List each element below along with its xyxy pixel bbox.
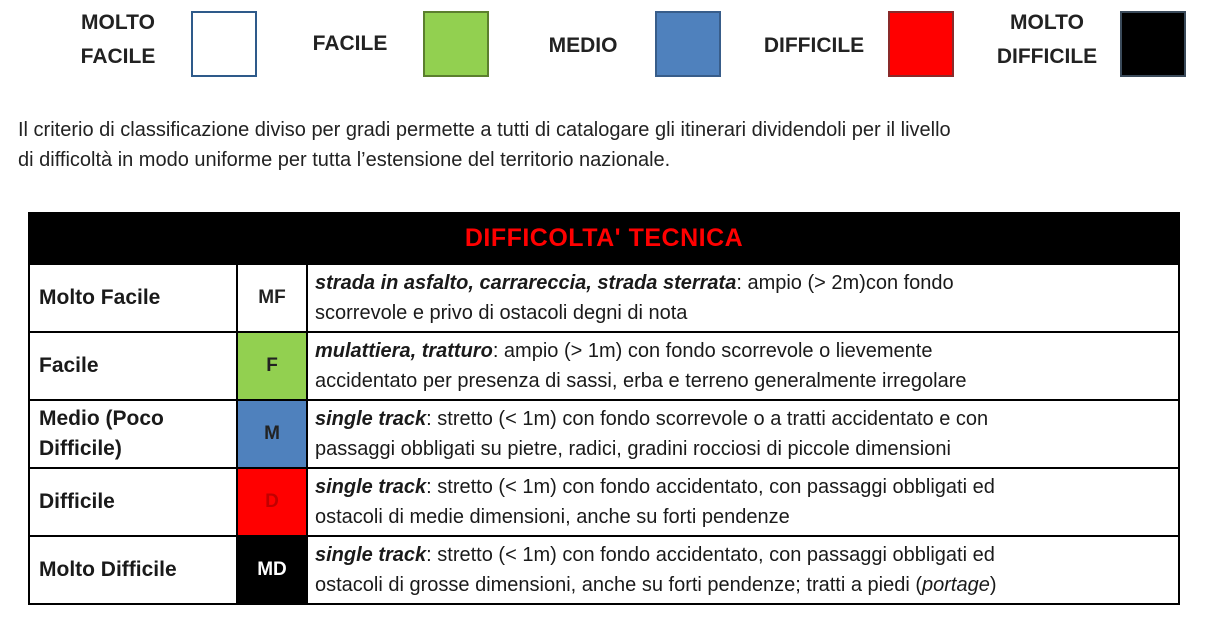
legend-swatch-molto-difficile	[1120, 11, 1186, 77]
level-name-text: Molto Facile	[39, 285, 161, 309]
level-code	[237, 332, 307, 400]
description-text: ostacoli di medie dimensioni, anche su forti pendenze	[315, 505, 790, 528]
description-text: ostacoli di grosse dimensioni, anche su forti pendenze; tratti a piedi (	[315, 573, 923, 596]
description-text: scorrevole e privo di ostacoli degni di nota	[315, 301, 688, 324]
legend-label-difficile	[752, 29, 876, 63]
description-text: : ampio (> 2m)con fondo	[736, 271, 954, 294]
terrain-type: single track	[315, 407, 427, 430]
level-description	[307, 536, 1179, 604]
legend-label-line: FACILE	[312, 32, 388, 55]
level-name-text: Difficile	[39, 489, 115, 513]
portage-term: portage	[922, 573, 990, 596]
level-description	[307, 332, 1179, 400]
level-code	[237, 536, 307, 604]
table-title: DIFFICOLTA' TECNICA	[29, 213, 1179, 264]
legend-label-line: MEDIO	[548, 34, 618, 57]
level-code-text: D	[265, 490, 279, 512]
intro-paragraph	[18, 115, 1198, 175]
table-row	[29, 264, 1179, 332]
legend-swatch-molto-facile	[191, 11, 257, 77]
intro-line: Il criterio di classificazione diviso per gradi permette a tutti di catalogare gli itinerari dividendoli per il livello	[18, 119, 951, 141]
description-text: accidentato per presenza di sassi, erba e terreno generalmente irregolare	[315, 369, 967, 392]
level-name	[29, 468, 237, 536]
difficulty-legend	[0, 0, 1210, 90]
level-code	[237, 468, 307, 536]
description-text: : stretto (< 1m) con fondo accidentato, con passaggi obbligati ed	[426, 475, 995, 498]
level-name-text: Medio (Poco	[39, 406, 164, 430]
level-description	[307, 264, 1179, 332]
level-name	[29, 400, 237, 468]
legend-label-line: DIFFICILE	[996, 45, 1098, 68]
intro-line: di difficoltà in modo uniforme per tutta l’estensione del territorio nazionale.	[18, 149, 671, 171]
legend-swatch-difficile	[888, 11, 954, 77]
level-description	[307, 400, 1179, 468]
legend-label-molto-facile	[62, 6, 174, 74]
level-code	[237, 400, 307, 468]
level-name	[29, 536, 237, 604]
table-row	[29, 536, 1179, 604]
legend-swatch-facile	[423, 11, 489, 77]
level-code-text: MD	[257, 558, 287, 580]
level-name-text: Facile	[39, 353, 99, 377]
legend-label-line: FACILE	[80, 45, 156, 68]
legend-label-molto-difficile	[986, 6, 1108, 74]
legend-label-facile	[300, 27, 400, 61]
legend-swatch-medio	[655, 11, 721, 77]
table-row	[29, 332, 1179, 400]
difficulty-table	[28, 212, 1180, 605]
terrain-type: single track	[315, 475, 427, 498]
level-name	[29, 264, 237, 332]
description-text: : ampio (> 1m) con fondo scorrevole o lievemente	[492, 339, 933, 362]
table-row	[29, 468, 1179, 536]
terrain-type: single track	[315, 543, 427, 566]
level-code-text: MF	[258, 286, 286, 308]
level-name-text: Difficile)	[39, 436, 122, 460]
legend-label-line: DIFFICILE	[763, 34, 865, 57]
legend-label-medio	[533, 29, 633, 63]
table-row	[29, 400, 1179, 468]
description-text: passaggi obbligati su pietre, radici, gradini rocciosi di piccole dimensioni	[315, 437, 951, 460]
level-name	[29, 332, 237, 400]
legend-label-line: MOLTO	[81, 11, 155, 34]
table-header-row	[29, 213, 1179, 264]
level-name-text: Molto Difficile	[39, 557, 177, 581]
description-text: )	[989, 573, 997, 596]
terrain-type: mulattiera, tratturo	[315, 339, 493, 362]
level-code-text: M	[264, 422, 280, 444]
description-text: : stretto (< 1m) con fondo scorrevole o a tratti accidentato e con	[426, 407, 989, 430]
description-text: : stretto (< 1m) con fondo accidentato, con passaggi obbligati ed	[426, 543, 995, 566]
level-description	[307, 468, 1179, 536]
terrain-type: strada in asfalto, carrareccia, strada sterrata	[315, 271, 737, 294]
level-code	[237, 264, 307, 332]
legend-label-line: MOLTO	[1010, 11, 1084, 34]
level-code-text: F	[266, 354, 278, 376]
